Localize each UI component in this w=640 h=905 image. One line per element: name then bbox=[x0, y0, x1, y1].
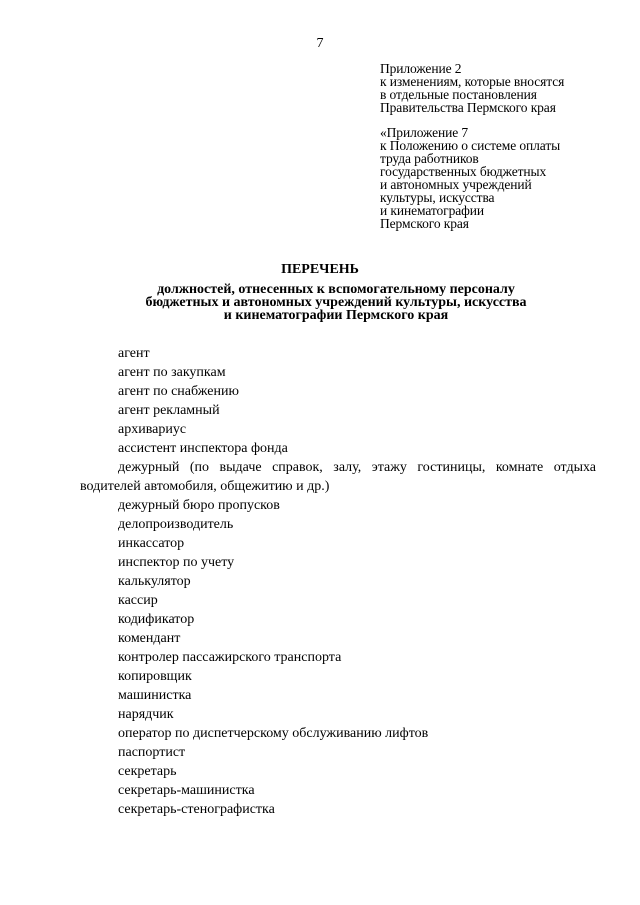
document-subtitle bbox=[0, 283, 640, 322]
position-item: секретарь-стенографистка bbox=[118, 802, 275, 817]
position-item: оператор по диспетчерскому обслуживанию лифтов bbox=[118, 726, 429, 741]
position-item: инкассатор bbox=[118, 536, 185, 551]
appendix-header-line: Приложение 2 bbox=[380, 61, 462, 76]
position-item: калькулятор bbox=[118, 574, 191, 589]
document-subtitle-line: бюджетных и автономных учреждений культуры, искусства bbox=[145, 295, 527, 310]
page-number: 7 bbox=[316, 36, 324, 51]
position-item: дежурный бюро пропусков bbox=[118, 498, 280, 513]
regulation-header-line: культуры, искусства bbox=[380, 190, 495, 205]
position-item: машинистка bbox=[118, 688, 192, 703]
appendix-header-line: к изменениям, которые вносятся bbox=[380, 74, 565, 89]
positions-list bbox=[80, 344, 596, 819]
position-item: дежурный (по выдаче справок, залу, этажу гостиницы, комнате отдыха водителей автомобиля, общежитию и др.) bbox=[80, 460, 596, 494]
position-item: архивариус bbox=[118, 422, 187, 437]
position-item: делопроизводитель bbox=[118, 517, 234, 532]
position-item: агент по снабжению bbox=[118, 384, 239, 399]
position-item: паспортист bbox=[118, 745, 186, 760]
position-item: инспектор по учету bbox=[118, 555, 235, 570]
position-item: кассир bbox=[118, 593, 158, 608]
regulation-header-line: и кинематографии bbox=[380, 203, 485, 218]
regulation-header-line: «Приложение 7 bbox=[380, 125, 469, 140]
appendix-header bbox=[380, 62, 620, 114]
regulation-header-line: и автономных учреждений bbox=[380, 177, 532, 192]
appendix-header-line: Правительства Пермского края bbox=[380, 100, 556, 115]
document-subtitle-line: и кинематографии Пермского края bbox=[223, 308, 449, 323]
position-item: ассистент инспектора фонда bbox=[118, 441, 288, 456]
regulation-header bbox=[380, 126, 620, 230]
position-item: секретарь-машинистка bbox=[118, 783, 255, 798]
regulation-header-line: государственных бюджетных bbox=[380, 164, 547, 179]
position-item: контролер пассажирского транспорта bbox=[118, 650, 342, 665]
position-item: кодификатор bbox=[118, 612, 195, 627]
position-item: агент bbox=[118, 346, 150, 361]
position-item: секретарь bbox=[118, 764, 177, 779]
position-item: нарядчик bbox=[118, 707, 174, 722]
document-title: ПЕРЕЧЕНЬ bbox=[281, 262, 359, 277]
regulation-header-line: к Положению о системе оплаты bbox=[380, 138, 561, 153]
position-item: комендант bbox=[118, 631, 181, 646]
appendix-header-line: в отдельные постановления bbox=[380, 87, 537, 102]
position-item: копировщик bbox=[118, 669, 192, 684]
regulation-header-line: труда работников bbox=[380, 151, 479, 166]
position-item: агент рекламный bbox=[118, 403, 220, 418]
regulation-header-line: Пермского края bbox=[380, 216, 469, 231]
document-subtitle-line: должностей, отнесенных к вспомогательному персоналу bbox=[157, 282, 515, 297]
position-item: агент по закупкам bbox=[118, 365, 226, 380]
